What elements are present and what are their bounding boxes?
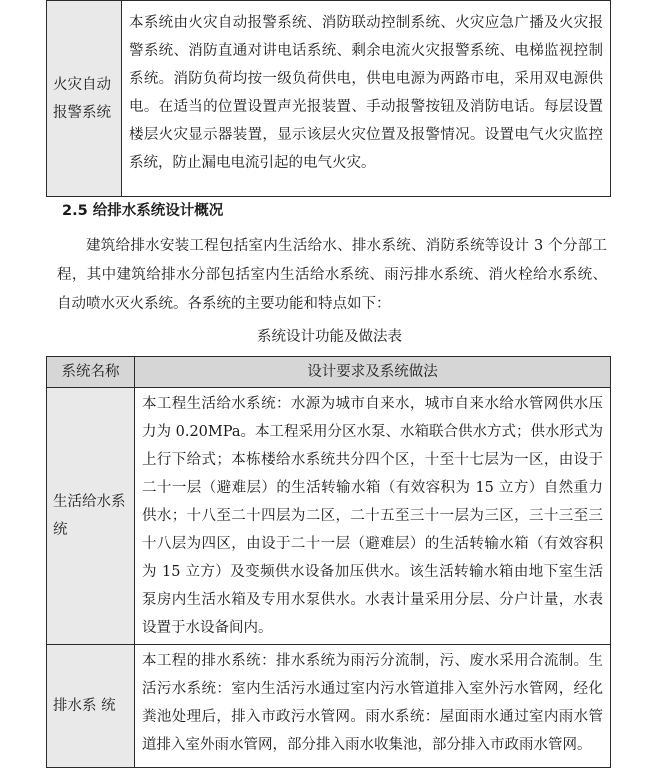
table-row	[47, 645, 611, 768]
table-caption: 系统设计功能及做法表	[257, 329, 402, 345]
row-name-cell	[47, 645, 135, 768]
row-description-drainage: 本工程的排水系统：排水系统为雨污分流制，污、废水采用合流制。生活污水系统：室内生活污水通过室内污水管道排入室外污水管网，经化粪池处理后，排入市政污水管网。雨水系统：屋面雨水通过室内雨水管道排入室外雨水管网，部分排入雨水收集池，部分排入市政雨水管网。	[142, 653, 603, 753]
fire-alarm-description: 本系统由火灾自动报警系统、消防联动控制系统、火灾应急广播及火灾报警系统、消防直通对讲电话系统、剩余电流火灾报警系统、电梯监视控制系统。消防负荷均按一级负荷供电，供电电源为两路市电，采用双电源供电。在适当的位置设置声光报装置、手动报警按钮及消防电话。每层设置楼层火灾显示器装置，显示该层火灾位置及报警情况。设置电气火灾监控系统，防止漏电电流引起的电气火灾。	[129, 15, 603, 171]
row-name-drainage: 排水系 统	[53, 698, 116, 714]
design-function-table	[46, 356, 611, 768]
table-header-row	[47, 357, 611, 388]
fire-alarm-table	[46, 0, 611, 197]
fire-alarm-category: 火灾自动报警系统	[53, 76, 111, 121]
row-name-water-supply: 生活给水系统	[53, 494, 126, 538]
row-description-cell	[135, 645, 611, 768]
fire-alarm-category-cell	[47, 1, 122, 197]
row-description-water-supply: 本工程生活给水系统：水源为城市自来水，城市自来水给水管网供水压力为 0.20MPa。本工程采用分区水泵、水箱联合供水方式；供水形式为上行下给式；本栋楼给水系统共分四个区，十至十七层为一区，由设于二十一层（避难层）的生活转输水箱（有效容积为 15 立方）自然重力供水；十八至二十四层为二区，二十五至三十一层为三区，三十三至三十八层为四区，由设于二十一层（避难层）的生活转输水箱（有效容积为 15 立方）及变频供水设备加压供水。该生活转输水箱由地下室生活泵房内生活水箱及专用水泵供水。水表计量采用分层、分户计量，水表设置于水设备间内。	[142, 396, 603, 636]
fire-alarm-description-cell	[122, 1, 611, 197]
section-paragraph: 建筑给排水安装工程包括室内生活给水、排水系统、消防系统等设计 3 个分部工程，其中建筑给排水分部包括室内生活给水系统、雨污排水系统、消火栓给水系统、自动喷水灭火系统。各系统的主要功能和特点如下：	[57, 238, 607, 312]
row-description-cell	[135, 388, 611, 645]
header-design-requirements: 设计要求及系统做法	[135, 357, 611, 388]
row-name-cell	[47, 388, 135, 645]
table-row	[47, 1, 611, 197]
header-system-name: 系统名称	[47, 357, 135, 388]
table-row	[47, 388, 611, 645]
section-heading: 2.5 给排水系统设计概况	[62, 203, 224, 219]
